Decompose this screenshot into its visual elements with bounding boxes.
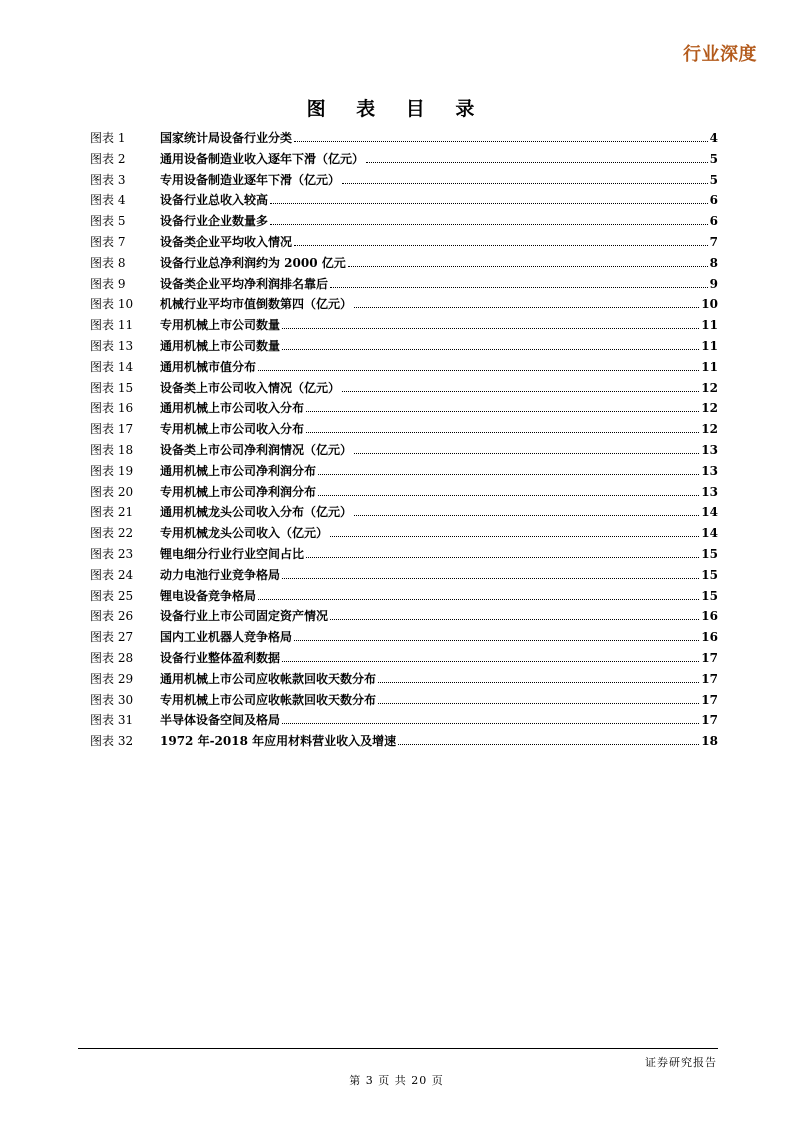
toc-entry[interactable] xyxy=(90,690,718,711)
toc-entry[interactable] xyxy=(90,523,718,544)
toc-entry-page-number[interactable]: 15 xyxy=(701,567,718,582)
toc-entry-page-number[interactable]: 6 xyxy=(709,193,718,208)
toc-entry-page-number[interactable]: 7 xyxy=(709,234,718,249)
toc-entry-page-number[interactable]: 12 xyxy=(701,422,718,437)
toc-entry[interactable] xyxy=(90,669,718,690)
toc-entry-page-number[interactable]: 14 xyxy=(701,505,718,520)
toc-entry-title[interactable]: 专用机械龙头公司收入（亿元） xyxy=(160,526,329,541)
toc-entry[interactable] xyxy=(90,502,718,523)
toc-entry-title[interactable]: 设备类上市公司收入情况（亿元） xyxy=(160,380,341,395)
toc-entry[interactable] xyxy=(90,648,718,669)
toc-entry-page-number[interactable]: 12 xyxy=(701,401,718,416)
toc-entry-label: 图表 2 xyxy=(90,151,126,166)
toc-entry-page-number[interactable]: 15 xyxy=(701,588,718,603)
toc-entry-title[interactable]: 设备行业上市公司固定资产情况 xyxy=(160,609,329,624)
toc-entry-page-number[interactable]: 17 xyxy=(701,671,718,686)
toc-entry[interactable] xyxy=(90,315,718,336)
toc-entry-title[interactable]: 国家统计局设备行业分类 xyxy=(160,131,293,145)
toc-entry-title[interactable]: 动力电池行业竞争格局 xyxy=(160,567,281,582)
toc-entry[interactable] xyxy=(90,128,718,149)
toc-entry-label: 图表 31 xyxy=(90,713,134,728)
toc-dot-leader xyxy=(294,640,699,641)
toc-entry-page-number[interactable]: 5 xyxy=(709,172,718,187)
toc-dot-leader xyxy=(282,723,699,724)
toc-entry-label: 图表 8 xyxy=(90,255,126,270)
toc-entry-label: 图表 19 xyxy=(90,463,134,478)
toc-entry-title[interactable]: 通用机械上市公司应收帐款回收天数分布 xyxy=(160,671,377,686)
toc-dot-leader xyxy=(270,224,708,225)
toc-dot-leader xyxy=(378,703,699,704)
toc-entry-label: 图表 25 xyxy=(90,588,134,603)
toc-entry-label: 图表 26 xyxy=(90,609,134,624)
toc-dot-leader xyxy=(282,578,699,579)
toc-list xyxy=(90,128,718,752)
toc-entry-title[interactable]: 国内工业机器人竞争格局 xyxy=(160,630,293,645)
toc-entry-label: 图表 18 xyxy=(90,442,134,457)
toc-entry-label: 图表 30 xyxy=(90,692,134,707)
toc-entry-title[interactable]: 专用机械上市公司应收帐款回收天数分布 xyxy=(160,692,377,707)
toc-entry[interactable] xyxy=(90,586,718,607)
toc-entry[interactable] xyxy=(90,149,718,170)
toc-entry-label: 图表 16 xyxy=(90,401,134,416)
toc-dot-leader xyxy=(330,287,708,288)
toc-entry-title[interactable]: 设备类企业平均净利润排名靠后 xyxy=(160,276,329,291)
toc-entry-page-number[interactable]: 11 xyxy=(701,359,718,374)
toc-dot-leader xyxy=(330,536,699,537)
toc-entry[interactable] xyxy=(90,565,718,586)
toc-entry[interactable] xyxy=(90,731,718,752)
toc-entry[interactable] xyxy=(90,274,718,295)
toc-entry-label: 图表 20 xyxy=(90,484,134,499)
toc-entry-page-number[interactable]: 16 xyxy=(701,609,718,624)
toc-entry-page-number[interactable]: 11 xyxy=(701,318,718,333)
toc-entry-label: 图表 32 xyxy=(90,734,134,749)
toc-dot-leader xyxy=(354,307,699,308)
toc-entry-label: 图表 23 xyxy=(90,546,134,561)
toc-entry-label: 图表 9 xyxy=(90,276,126,291)
toc-dot-leader xyxy=(306,557,699,558)
toc-entry-page-number[interactable]: 6 xyxy=(709,214,718,229)
toc-entry-title[interactable]: 通用机械上市公司收入分布 xyxy=(160,401,305,416)
toc-dot-leader xyxy=(306,411,699,412)
toc-entry-page-number[interactable]: 9 xyxy=(709,276,718,291)
toc-entry[interactable] xyxy=(90,211,718,232)
toc-entry-label: 图表 5 xyxy=(90,214,126,229)
toc-entry-title[interactable]: 专用机械上市公司数量 xyxy=(160,318,281,333)
toc-entry[interactable] xyxy=(90,378,718,399)
toc-dot-leader xyxy=(330,619,699,620)
toc-dot-leader xyxy=(354,453,699,454)
toc-entry[interactable] xyxy=(90,461,718,482)
toc-entry-page-number[interactable]: 11 xyxy=(701,338,718,353)
toc-entry-label: 图表 7 xyxy=(90,234,126,249)
toc-entry[interactable] xyxy=(90,232,718,253)
footer-page-indicator: 第 3 页 共 20 页 xyxy=(349,1074,444,1087)
toc-entry-label: 图表 27 xyxy=(90,630,134,645)
toc-entry-label: 图表 10 xyxy=(90,297,134,312)
toc-entry-page-number[interactable]: 13 xyxy=(701,463,718,478)
toc-entry-page-number[interactable]: 17 xyxy=(701,692,718,707)
toc-entry[interactable] xyxy=(90,419,718,440)
toc-entry-label: 图表 3 xyxy=(90,172,126,187)
toc-entry-label: 图表 29 xyxy=(90,671,134,686)
toc-entry-title[interactable]: 专用机械上市公司收入分布 xyxy=(160,422,305,437)
toc-entry-title[interactable]: 专用机械上市公司净利润分布 xyxy=(160,484,317,499)
toc-entry-label: 图表 17 xyxy=(90,422,134,437)
toc-entry-label: 图表 24 xyxy=(90,567,134,582)
toc-entry[interactable] xyxy=(90,627,718,648)
toc-entry-title[interactable]: 设备类企业平均收入情况 xyxy=(160,234,293,249)
toc-entry-title[interactable]: 设备行业总净利润约为 2000 亿元 xyxy=(160,255,346,270)
toc-dot-leader xyxy=(306,432,699,433)
toc-dot-leader xyxy=(398,744,699,745)
toc-entry-title[interactable]: 通用机械上市公司净利润分布 xyxy=(160,463,317,478)
toc-entry-title[interactable]: 通用设备制造业收入逐年下滑（亿元） xyxy=(160,151,365,166)
toc-entry-title[interactable]: 机械行业平均市值倒数第四（亿元） xyxy=(160,297,353,312)
toc-entry-title[interactable]: 通用机械上市公司数量 xyxy=(160,338,281,353)
toc-entry[interactable] xyxy=(90,398,718,419)
toc-entry-page-number[interactable]: 8 xyxy=(709,255,718,270)
toc-entry-title[interactable]: 通用机械市值分布 xyxy=(160,359,257,374)
footer-divider xyxy=(78,1048,718,1049)
toc-entry-page-number[interactable]: 10 xyxy=(701,297,718,312)
toc-entry-label: 图表 21 xyxy=(90,505,134,520)
toc-entry-label: 图表 14 xyxy=(90,359,134,374)
toc-entry-label: 图表 11 xyxy=(90,318,134,333)
toc-dot-leader xyxy=(282,349,699,350)
toc-entry-title[interactable]: 专用设备制造业逐年下滑（亿元） xyxy=(160,172,341,187)
footer-report-label: 证券研究报告 xyxy=(645,1056,717,1069)
toc-entry-title[interactable]: 设备行业整体盈利数据 xyxy=(160,650,281,665)
toc-entry[interactable] xyxy=(90,190,718,211)
toc-dot-leader xyxy=(258,370,699,371)
toc-dot-leader xyxy=(354,515,699,516)
toc-entry[interactable] xyxy=(90,170,718,191)
toc-entry[interactable] xyxy=(90,482,718,503)
toc-entry-page-number[interactable]: 12 xyxy=(701,380,718,395)
toc-entry-page-number[interactable]: 4 xyxy=(709,131,718,145)
toc-entry-page-number[interactable]: 15 xyxy=(701,546,718,561)
toc-dot-leader xyxy=(366,162,708,163)
toc-entry-page-number[interactable]: 13 xyxy=(701,442,718,457)
toc-entry-page-number[interactable]: 5 xyxy=(709,151,718,166)
toc-entry[interactable] xyxy=(90,357,718,378)
toc-entry-title[interactable]: 设备行业企业数量多 xyxy=(160,214,269,229)
toc-entry-title[interactable]: 1972 年-2018 年应用材料营业收入及增速 xyxy=(160,734,397,749)
toc-dot-leader xyxy=(294,245,708,246)
toc-entry-title[interactable]: 设备类上市公司净利润情况（亿元） xyxy=(160,442,353,457)
toc-dot-leader xyxy=(342,391,699,392)
toc-entry-page-number[interactable]: 16 xyxy=(701,630,718,645)
toc-entry[interactable] xyxy=(90,294,718,315)
toc-entry[interactable] xyxy=(90,336,718,357)
toc-entry-title[interactable]: 通用机械龙头公司收入分布（亿元） xyxy=(160,505,353,520)
toc-entry-page-number[interactable]: 13 xyxy=(701,484,718,499)
toc-dot-leader xyxy=(270,203,708,204)
toc-dot-leader xyxy=(348,266,708,267)
toc-dot-leader xyxy=(378,682,699,683)
toc-entry-label: 图表 22 xyxy=(90,526,134,541)
toc-dot-leader xyxy=(258,599,699,600)
toc-entry[interactable] xyxy=(90,544,718,565)
toc-entry-title[interactable]: 半导体设备空间及格局 xyxy=(160,713,281,728)
toc-dot-leader xyxy=(342,183,708,184)
toc-entry-page-number[interactable]: 18 xyxy=(701,734,718,749)
report-category-tag: 行业深度 xyxy=(683,44,757,65)
toc-entry[interactable] xyxy=(90,440,718,461)
toc-entry-label: 图表 28 xyxy=(90,650,134,665)
toc-entry-page-number[interactable]: 14 xyxy=(701,526,718,541)
toc-dot-leader xyxy=(282,661,699,662)
toc-dot-leader xyxy=(318,495,699,496)
toc-dot-leader xyxy=(318,474,699,475)
toc-entry-page-number[interactable]: 17 xyxy=(701,650,718,665)
toc-entry[interactable] xyxy=(90,253,718,274)
toc-entry-label: 图表 15 xyxy=(90,380,134,395)
toc-title: 图 表 目 录 xyxy=(306,98,487,120)
toc-entry[interactable] xyxy=(90,606,718,627)
toc-entry-label: 图表 13 xyxy=(90,338,134,353)
toc-entry-title[interactable]: 设备行业总收入较高 xyxy=(160,193,269,208)
toc-entry-title[interactable]: 锂电细分行业行业空间占比 xyxy=(160,546,305,561)
toc-entry-label: 图表 1 xyxy=(90,131,126,145)
toc-dot-leader xyxy=(282,328,699,329)
toc-entry[interactable] xyxy=(90,710,718,731)
toc-entry-label: 图表 4 xyxy=(90,193,126,208)
toc-dot-leader xyxy=(294,141,708,142)
toc-entry-title[interactable]: 锂电设备竞争格局 xyxy=(160,588,257,603)
toc-entry-page-number[interactable]: 17 xyxy=(701,713,718,728)
